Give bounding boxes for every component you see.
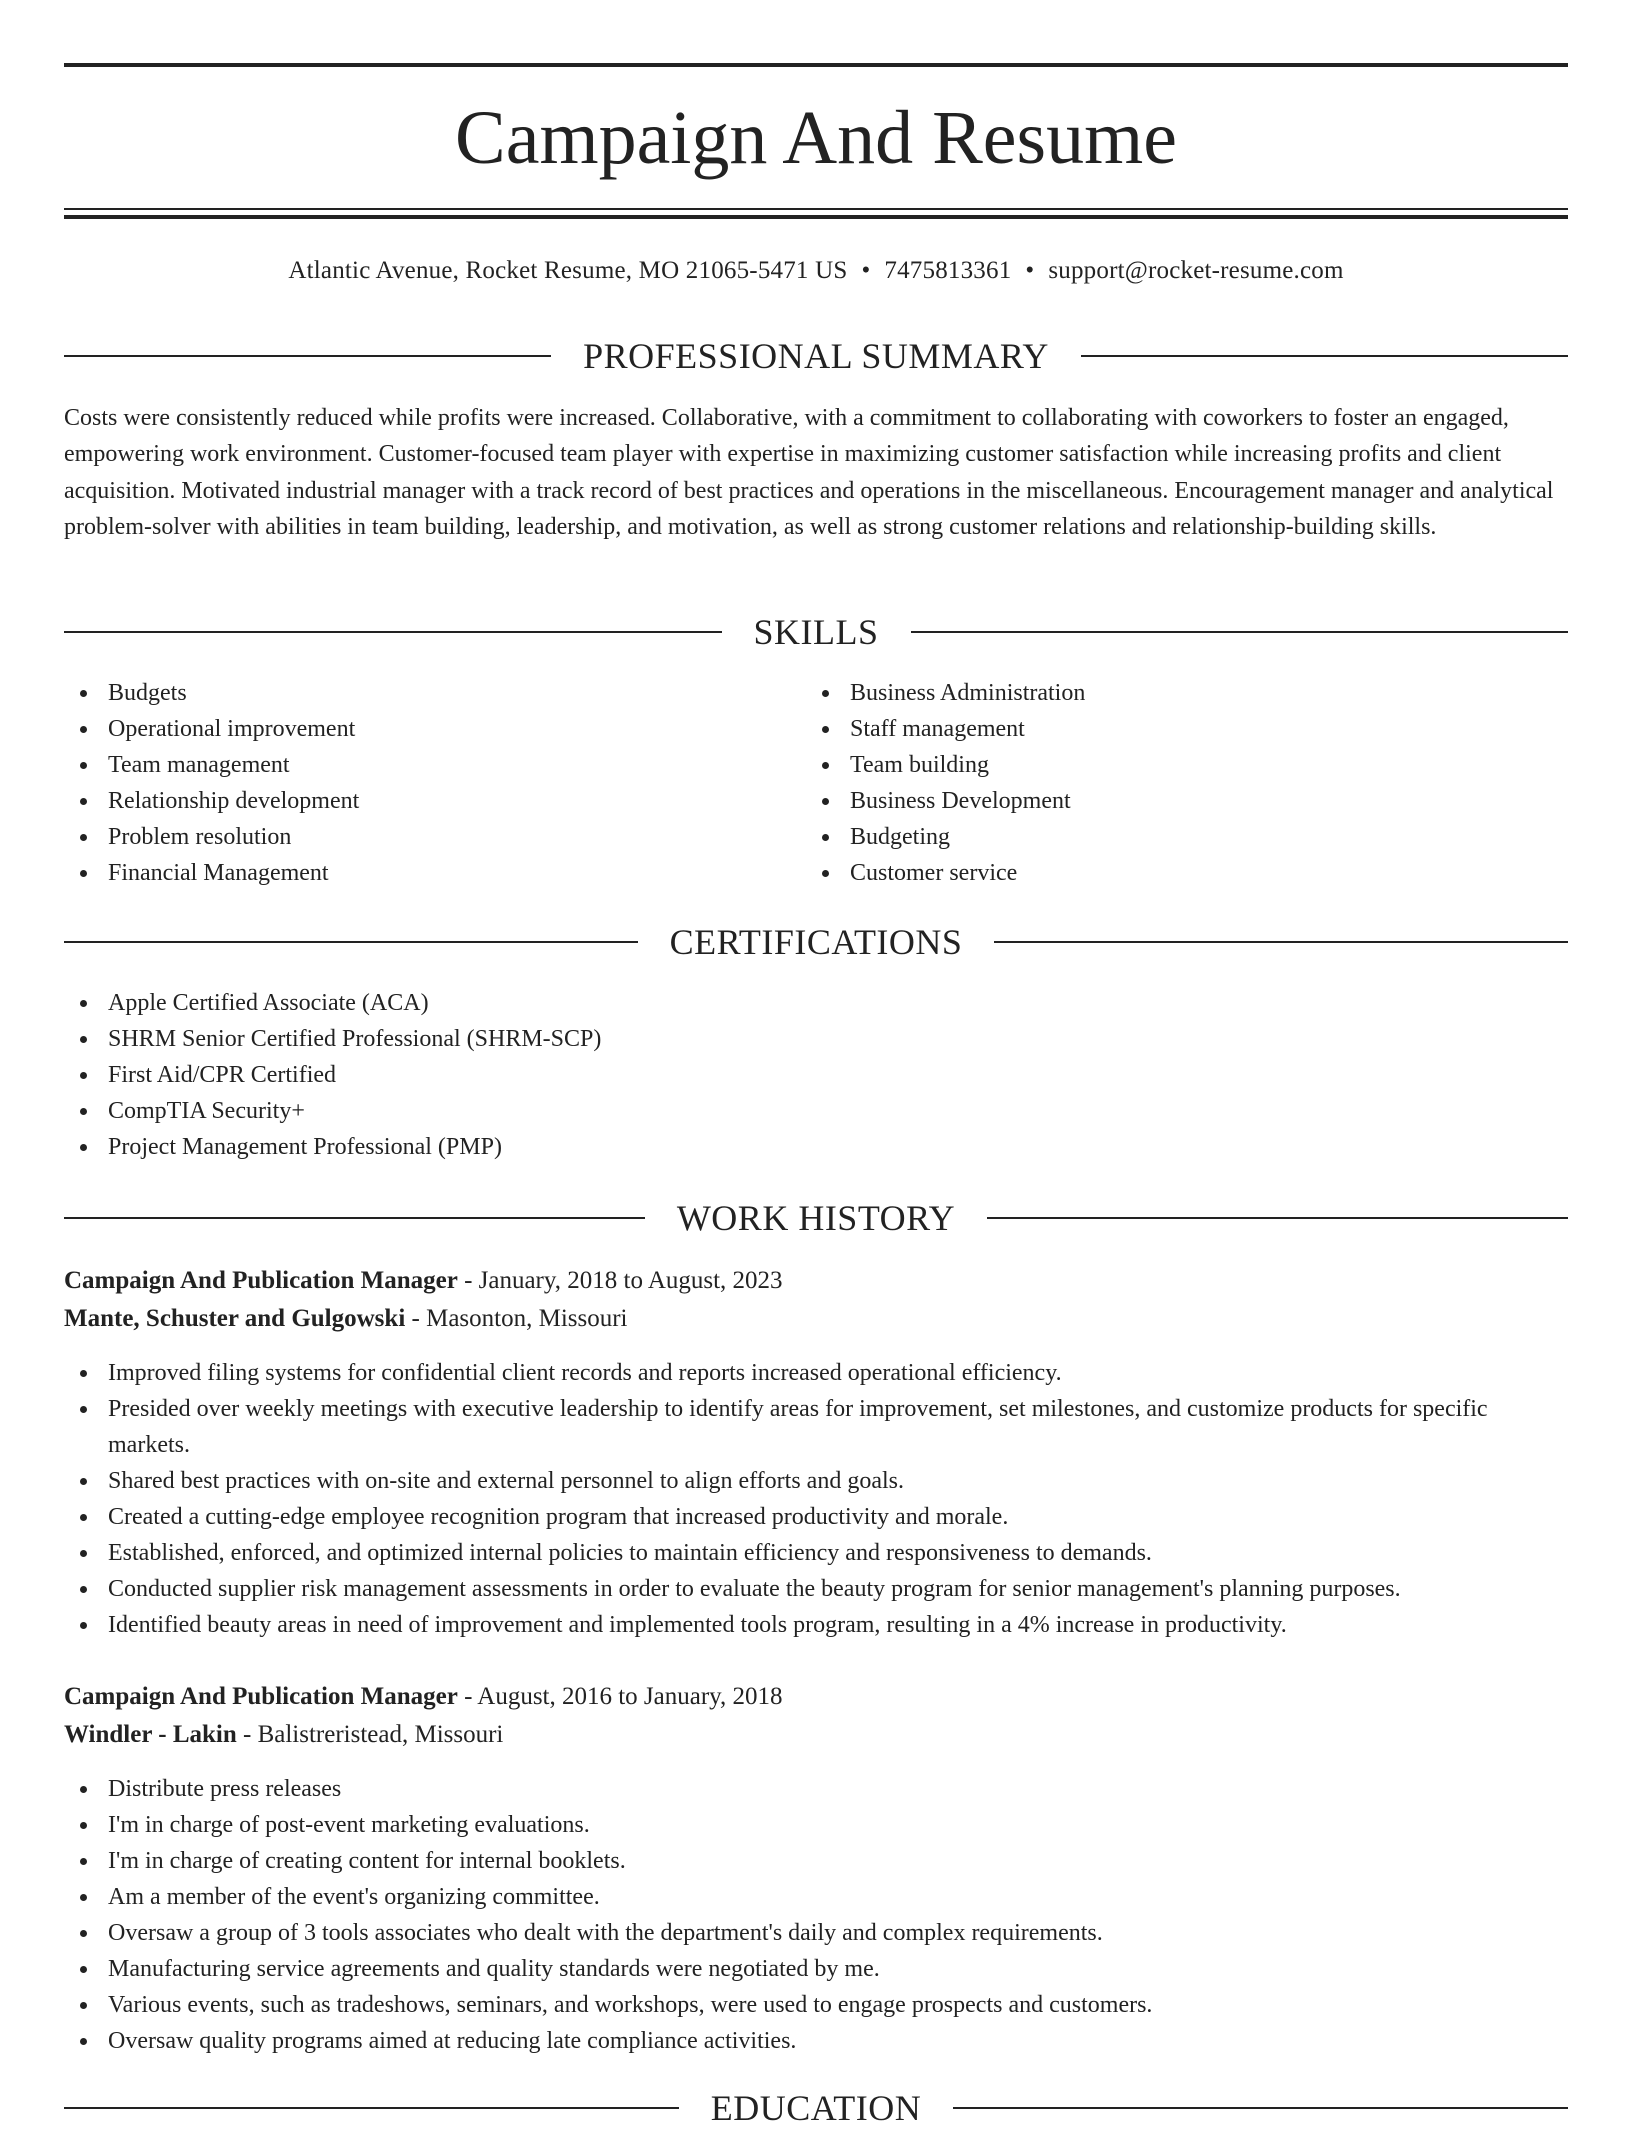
job-duty: Conducted supplier risk management assessments in order to evaluate the beauty program for senior management's planning purposes.: [64, 1571, 1568, 1607]
skill-item: Business Administration: [806, 675, 1546, 711]
section-title: PROFESSIONAL SUMMARY: [583, 336, 1049, 376]
skill-item: Team building: [806, 747, 1546, 783]
skill-item: Budgets: [64, 675, 804, 711]
section-rule: [994, 941, 1568, 943]
section-rule: [953, 2107, 1568, 2109]
job-duty: I'm in charge of creating content for internal booklets.: [64, 1843, 1568, 1879]
section-rule: [1081, 355, 1568, 357]
skill-item: Problem resolution: [64, 819, 804, 855]
job-company: Mante, Schuster and Gulgowski: [64, 1305, 406, 1332]
job-title-line: [64, 1678, 1568, 1716]
certification-item: SHRM Senior Certified Professional (SHRM-SCP): [64, 1021, 1568, 1057]
section-rule: [64, 1217, 645, 1219]
job-dates: - January, 2018 to August, 2023: [457, 1267, 783, 1294]
contact-address: Atlantic Avenue, Rocket Resume, MO 21065-5471 US: [288, 257, 848, 284]
job-company-line: [64, 1716, 1568, 1754]
skill-item: Operational improvement: [64, 711, 804, 747]
section-header-summary: [64, 334, 1568, 378]
section-rule: [987, 1217, 1568, 1219]
job-duty: Identified beauty areas in need of improvement and implemented tools program, resulting in a 4% increase in productivity.: [64, 1607, 1568, 1643]
section-rule: [64, 631, 722, 633]
job-duty: Created a cutting-edge employee recognition program that increased productivity and morale.: [64, 1499, 1568, 1535]
section-header-certifications: [64, 920, 1568, 964]
section-header-work-history: [64, 1196, 1568, 1240]
skill-item: Financial Management: [64, 855, 804, 891]
job-company: Windler - Lakin: [64, 1721, 237, 1748]
section-rule: [64, 355, 551, 357]
contact-phone: 7475813361: [884, 257, 1012, 284]
section-header-education: [64, 2086, 1568, 2130]
skill-item: Relationship development: [64, 783, 804, 819]
job-dates: - August, 2016 to January, 2018: [457, 1683, 783, 1710]
resume-name: Campaign And Resume: [455, 96, 1177, 180]
section-header-skills: [64, 610, 1568, 654]
job-duty: Oversaw quality programs aimed at reducing late compliance activities.: [64, 2023, 1568, 2059]
name-rule-thick: [64, 215, 1568, 219]
skill-item: Customer service: [806, 855, 1546, 891]
job-title: Campaign And Publication Manager: [64, 1267, 458, 1294]
name-rule-thin: [64, 208, 1568, 210]
job-duties-list: [64, 1771, 1568, 2059]
job-duty: Distribute press releases: [64, 1771, 1568, 1807]
section-rule: [911, 631, 1569, 633]
certification-item: First Aid/CPR Certified: [64, 1057, 1568, 1093]
top-rule: [64, 63, 1568, 67]
section-title: WORK HISTORY: [676, 1198, 956, 1238]
job-duty: Manufacturing service agreements and quality standards were negotiated by me.: [64, 1951, 1568, 1987]
section-title: EDUCATION: [710, 2088, 922, 2128]
job-duty: I'm in charge of post-event marketing evaluations.: [64, 1807, 1568, 1843]
skills-list-left: [64, 675, 804, 891]
job-duty: Shared best practices with on-site and external personnel to align efforts and goals.: [64, 1463, 1568, 1499]
job-duties-list: [64, 1355, 1568, 1643]
certification-item: Apple Certified Associate (ACA): [64, 985, 1568, 1021]
skills-list-right: [806, 675, 1546, 891]
job-title-line: [64, 1262, 1568, 1300]
contact-separator: •: [1025, 257, 1035, 284]
job-duty: Presided over weekly meetings with executive leadership to identify areas for improvement, set milestones, and customize products for specific markets.: [64, 1391, 1568, 1463]
section-rule: [64, 2107, 679, 2109]
certification-item: CompTIA Security+: [64, 1093, 1568, 1129]
skill-item: Team management: [64, 747, 804, 783]
contact-separator: •: [861, 257, 871, 284]
job-duty: Established, enforced, and optimized internal policies to maintain efficiency and responsiveness to demands.: [64, 1535, 1568, 1571]
skill-item: Budgeting: [806, 819, 1546, 855]
contact-email: support@rocket-resume.com: [1048, 257, 1344, 284]
job-duty: Improved filing systems for confidential client records and reports increased operational efficiency.: [64, 1355, 1568, 1391]
job-title: Campaign And Publication Manager: [64, 1683, 458, 1710]
section-title: CERTIFICATIONS: [669, 922, 963, 962]
certifications-list: [64, 985, 1568, 1165]
skill-item: Staff management: [806, 711, 1546, 747]
job-company-line: [64, 1300, 1568, 1338]
certification-item: Project Management Professional (PMP): [64, 1129, 1568, 1165]
job-duty: Am a member of the event's organizing committee.: [64, 1879, 1568, 1915]
job-duty: Various events, such as tradeshows, seminars, and workshops, were used to engage prospects and customers.: [64, 1987, 1568, 2023]
summary-text: Costs were consistently reduced while profits were increased. Collaborative, with a commitment to collaborating with coworkers to foster an engaged, empowering work environment. Customer-focused team player with expertise in maximizing customer satisfaction while increasing profits and client acquisition. Motivated industrial manager with a track record of best practices and operations in the miscellaneous. Encouragement manager and analytical problem-solver with abilities in team building, leadership, and motivation, as well as strong customer relations and relationship-building skills.: [64, 405, 1554, 540]
section-title: SKILLS: [753, 612, 879, 652]
skill-item: Business Development: [806, 783, 1546, 819]
contact-line: [64, 254, 1568, 288]
job-location: - Balistreristead, Missouri: [236, 1721, 504, 1748]
job-location: - Masonton, Missouri: [405, 1305, 628, 1332]
job-duty: Oversaw a group of 3 tools associates who dealt with the department's daily and complex requirements.: [64, 1915, 1568, 1951]
section-rule: [64, 941, 638, 943]
